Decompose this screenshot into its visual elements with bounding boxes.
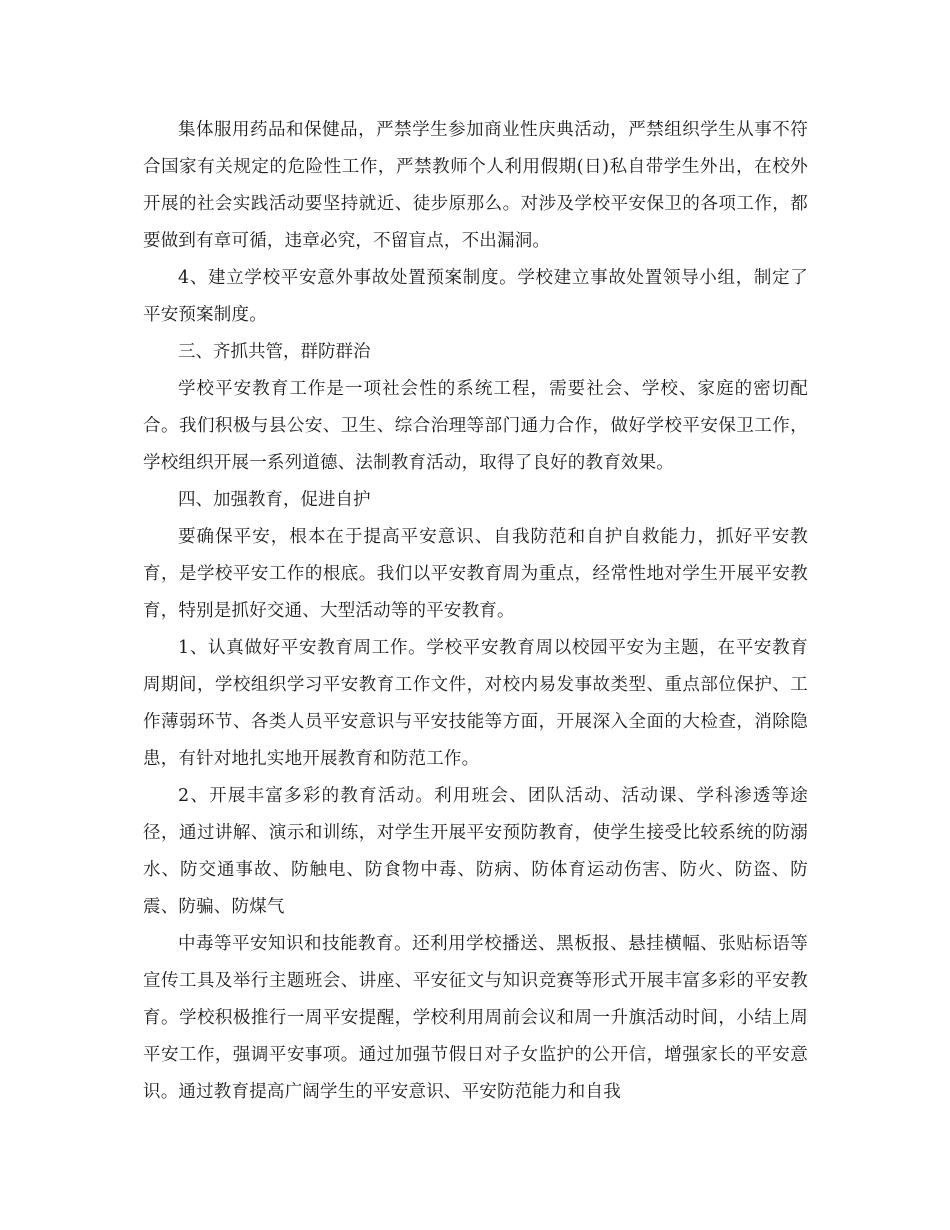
section-heading-education: 四、加强教育，促进自护	[178, 490, 371, 510]
paragraph-safety-prohibitions: 集体服用药品和保健品，严禁学生参加商业性庆典活动，严禁组织学生从事不符合国家有关规定的危险性工作，严禁教师个人利用假期(日)私自带学生外出，在校外开展的社会实践活动要坚持就近、徒步原那么。对涉及学校平安保卫的各项工作，都要做到有章可循，违章必究，不留盲点，不出漏洞。	[143, 120, 808, 251]
document-body	[143, 112, 808, 1111]
paragraph-accident-plan: 4、建立学校平安意外事故处置预案制度。学校建立事故处置领导小组，制定了平安预案制度。	[143, 268, 808, 325]
paragraph-safety-awareness: 要确保平安，根本在于提高平安意识、自我防范和自护自救能力，抓好平安教育，是学校平安工作的根底。我们以平安教育周为重点，经常性地对学生开展平安教育，特别是抓好交通、大型活动等的平安教育。	[143, 527, 808, 621]
paragraph-safety-week: 1、认真做好平安教育周工作。学校平安教育周以校园平安为主题，在平安教育周期间，学校组织学习平安教育工作文件，对校内易发事故类型、重点部位保护、工作薄弱环节、各类人员平安意识与平安技能等方面，开展深入全面的大检查，消除隐患，有针对地扎实地开展教育和防范工作。	[143, 638, 808, 769]
paragraph-social-cooperation: 学校平安教育工作是一项社会性的系统工程，需要社会、学校、家庭的密切配合。我们积极与县公安、卫生、综合治理等部门通力合作，做好学校平安保卫工作，学校组织开展一系列道德、法制教育活动，取得了良好的教育效果。	[143, 379, 808, 473]
section-heading-joint-management: 三、齐抓共管，群防群治	[178, 342, 371, 362]
paragraph-knowledge-education: 中毒等平安知识和技能教育。还利用学校播送、黑板报、悬挂横幅、张贴标语等宣传工具及举行主题班会、讲座、平安征文与知识竞赛等形式开展丰富多彩的平安教育。学校积极推行一周平安提醒，学校利用周前会议和周一升旗活动时间，小结上周平安工作，强调平安事项。通过加强节假日对子女监护的公开信，增强家长的平安意识。通过教育提高广阔学生的平安意识、平安防范能力和自我	[143, 934, 808, 1102]
paragraph-education-activities: 2、开展丰富多彩的教育活动。利用班会、团队活动、活动课、学科渗透等途径，通过讲解、演示和训练，对学生开展平安预防教育，使学生接受比较系统的防溺水、防交通事故、防触电、防食物中毒、防病、防体育运动伤害、防火、防盗、防震、防骗、防煤气	[143, 786, 808, 917]
